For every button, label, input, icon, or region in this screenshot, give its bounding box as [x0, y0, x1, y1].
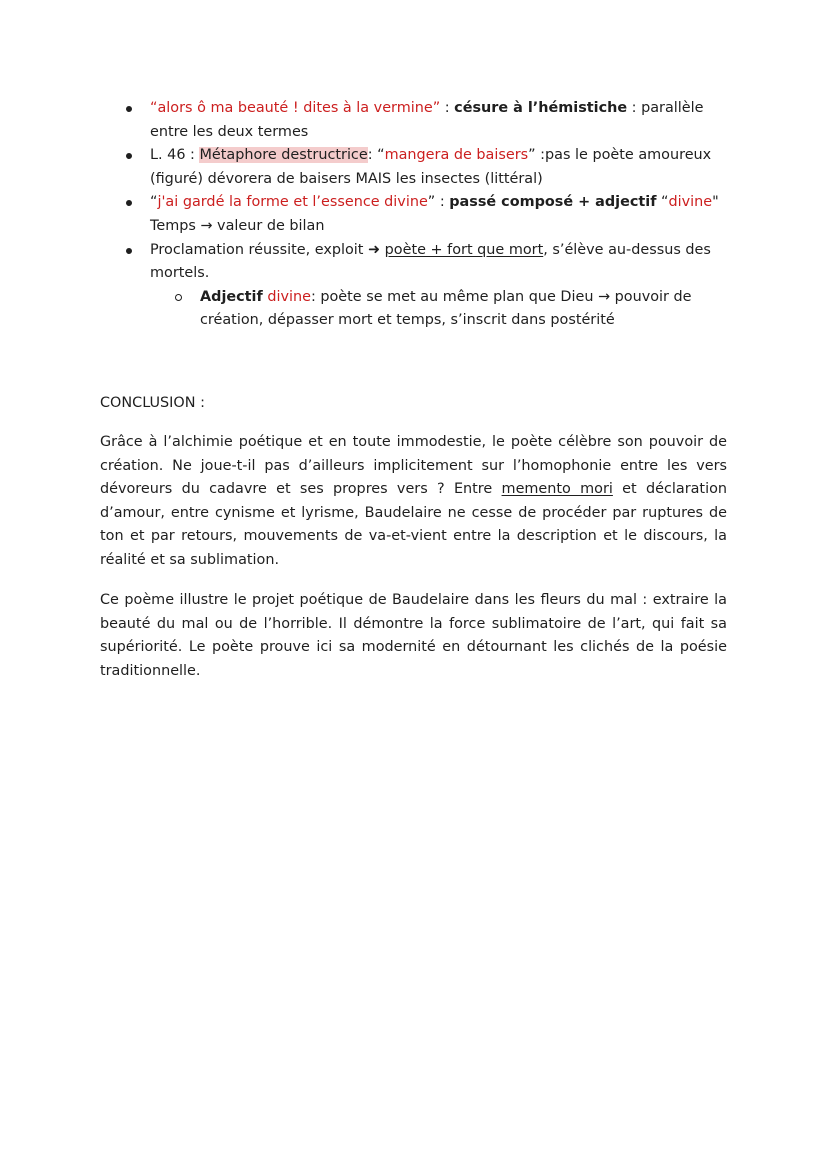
quote-mark: “ — [150, 194, 158, 211]
conclusion-heading: CONCLUSION : — [100, 395, 205, 411]
bullet-text: ” :pas le poète amoureux (figuré) dévorera de baisers MAIS les insectes (littéral) — [150, 147, 712, 187]
underlined-term: poète + fort que mort — [384, 241, 544, 258]
quote-text: mangera de baisers — [384, 147, 529, 164]
paragraph-text: et déclaration d’amour, entre cynisme et lyrisme, Baudelaire ne cesse de procéder par ruptures de ton et par retours, mouvements de va-et-vient entre la description et le discours, la réalité et sa sublimation. — [100, 481, 727, 568]
conclusion-paragraph-2: Ce poème illustre le projet poétique de Baudelaire dans les fleurs du mal : extraire la beauté du mal ou de l’horrible. Il démontre la force sublimatoire de l’art, qui fait sa supériorité. Le poète prouve ici sa modernité en détournant les clichés de la poésie traditionnelle. — [100, 592, 727, 679]
bullet-item — [100, 191, 728, 238]
conclusion-paragraph-1 — [100, 431, 727, 573]
separator: ” : — [427, 194, 450, 211]
sub-bullet-list — [150, 286, 728, 333]
separator: “ — [656, 194, 669, 211]
quote-mark: " — [712, 194, 719, 211]
bold-term: césure à l’hémistiche — [454, 100, 628, 116]
underlined-term: memento mori — [501, 481, 613, 498]
sub-bullet-item — [150, 286, 728, 333]
bullet-item — [100, 144, 728, 191]
quote-text: divine — [267, 288, 311, 305]
paragraph-text: Grâce à l’alchimie poétique et en toute immodestie, le poète célèbre son pouvoir de création. Ne joue-t-il pas d’ailleurs implicitement sur l’homophonie entre les vers dévoreurs du cadavre et ses propres vers ? Entre — [100, 434, 727, 498]
bullet-text: : parallèle entre les deux termes — [150, 100, 704, 140]
separator: : — [440, 100, 455, 116]
quote-text: divine — [668, 194, 713, 211]
quote-text: j'ai gardé la forme et l’essence divine — [157, 194, 428, 211]
analysis-bullet-list — [100, 97, 728, 333]
bold-term: Adjectif — [200, 288, 263, 305]
bullet-text: Temps → valeur de bilan — [150, 217, 325, 234]
line-ref: L. 46 : — [150, 147, 200, 164]
separator: : “ — [367, 147, 385, 164]
bullet-item — [100, 97, 728, 144]
quote-text: “alors ô ma beauté ! dites à la vermine” — [150, 100, 441, 116]
bullet-item — [100, 239, 728, 333]
bullet-text: : poète se met au même plan que Dieu → pouvoir de création, dépasser mort et temps, s’inscrit dans postérité — [200, 288, 692, 329]
bullet-text: Proclamation réussite, exploit ➜ — [150, 241, 385, 258]
bullet-text: , s’élève au-dessus des mortels. — [150, 241, 711, 282]
highlighted-term: Métaphore destructrice — [199, 147, 368, 164]
bold-term: passé composé + adjectif — [449, 194, 657, 211]
